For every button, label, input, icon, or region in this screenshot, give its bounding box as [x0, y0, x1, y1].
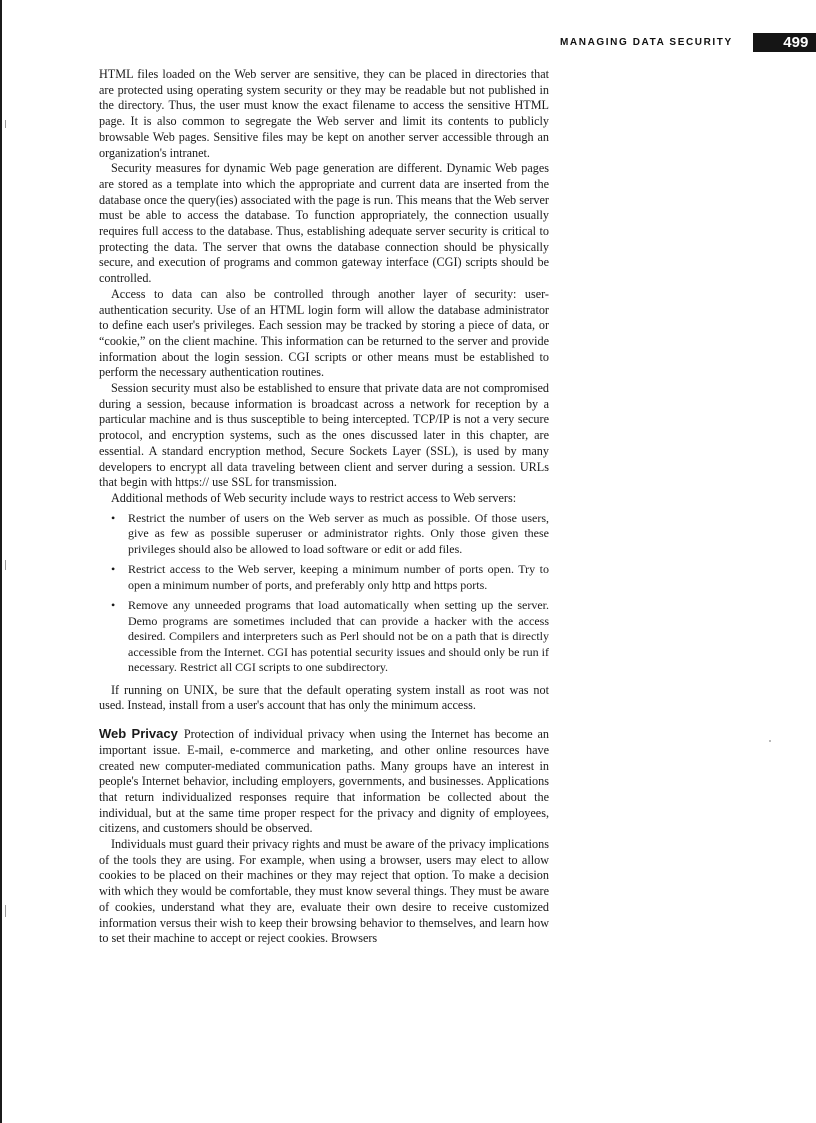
binding-mark	[5, 560, 6, 570]
list-item	[111, 598, 549, 676]
section-heading: Web Privacy	[99, 726, 178, 742]
binding-mark	[5, 905, 6, 917]
bullet-icon: •	[111, 510, 116, 525]
list-item	[111, 562, 549, 593]
web-privacy-paragraph	[99, 726, 549, 837]
paragraph: HTML files loaded on the Web server are sensitive, they can be placed in directories that are protected using operating system security or they may be readable but not published in the directory. Thus, the user must know the exact filename to access the sensitive HTML page. It is also common to segregate the Web server and limit its contents to publicly browsable Web pages. Sensitive files may be kept on another server accessible through an organization's intranet.	[99, 67, 549, 160]
paragraph: Additional methods of Web security include ways to restrict access to Web servers:	[111, 490, 517, 505]
running-head	[560, 33, 816, 52]
scan-speck	[769, 740, 771, 742]
list-item-text: Remove any unneeded programs that load automatically when setting up the server. Demo programs are sometimes included that can provide a hacker with the access desired. Compilers and interpreters such as Perl should not be on a path that is directly accessible from the Internet. CGI has potential security issues and should only be run if necessary. Restrict all CGI scripts to one subdirectory.	[128, 598, 549, 675]
binding-edge-rule	[0, 0, 2, 1123]
running-title: MANAGING DATA SECURITY	[560, 37, 733, 48]
paragraph: Security measures for dynamic Web page generation are different. Dynamic Web pages are stored as a template into which the appropriate and current data are inserted from the database once the query(ies) associated with the page is run. This means that the Web server must be able to access the database. To function appropriately, the connection usually requires full access to the database. Thus, establishing adequate server security is critical to protecting the data. The server that owns the database connection should be physically secure, and execution of programs and common gateway interface (CGI) scripts should be controlled.	[99, 161, 549, 286]
paragraph: If running on UNIX, be sure that the default operating system install as root was not used. Instead, install from a user's account that has only the minimum access.	[99, 682, 549, 713]
paragraph: Access to data can also be controlled through another layer of security: user-authentication security. Use of an HTML login form will allow the database administrator to define each user's privileges. Each session may be tracked by storing a piece of data, or “cookie,” on the client machine. This information can be returned to the server and provide information about the login session. CGI scripts or other means must be established to perform the necessary authentication routines.	[99, 286, 549, 380]
bullet-icon: •	[111, 598, 116, 613]
list-item-text: Restrict the number of users on the Web server as much as possible. Of those users, give as few as possible superuser or administrator rights. Only those given these privileges should also be allowed to load software or edit or add files.	[128, 510, 549, 556]
list-item-text: Restrict access to the Web server, keeping a minimum number of ports open. Try to open a minimum number of ports, and preferably only http and https ports.	[128, 562, 549, 592]
paragraph-text: Protection of individual privacy when using the Internet has become an important issue. E-mail, e-commerce and marketing, and other online resources have created new computer-mediated communication paths. Many groups have an interest in people's Internet behavior, including employers, governments, and businesses. Applications that return individualized responses require that information be collected about the individual, but at the same time proper respect for the privacy and dignity of employees, citizens, and customers should be observed.	[99, 727, 549, 836]
paragraph: Individuals must guard their privacy rights and must be aware of the privacy implications of the tools they are using. For example, when using a browser, users may elect to allow cookies to be placed on their machines or they may reject that option. To make a decision with which they would be comfortable, they must know several things. They must be aware of cookies, understand what they are, evaluate their own desire to receive customized information versus their wish to keep their browsing behavior to themselves, and learn how to set their machine to accept or reject cookies. Browsers	[99, 837, 549, 946]
paragraph: Session security must also be established to ensure that private data are not compromised during a session, because information is broadcast across a network for reception by a particular machine and is thus susceptible to being intercepted. TCP/IP is not a very secure protocol, and encryption systems, such as the ones discussed later in this chapter, are essential. A standard encryption method, Secure Sockets Layer (SSL), is used by many developers to encrypt all data traveling between client and server during a session. URLs that begin with https:// use SSL for transmission.	[99, 381, 549, 490]
bullet-list	[99, 511, 549, 676]
binding-mark	[5, 120, 6, 128]
page-body	[99, 67, 549, 947]
bullet-icon: •	[111, 562, 116, 577]
page-number: 499	[753, 33, 816, 52]
list-item	[111, 511, 549, 558]
